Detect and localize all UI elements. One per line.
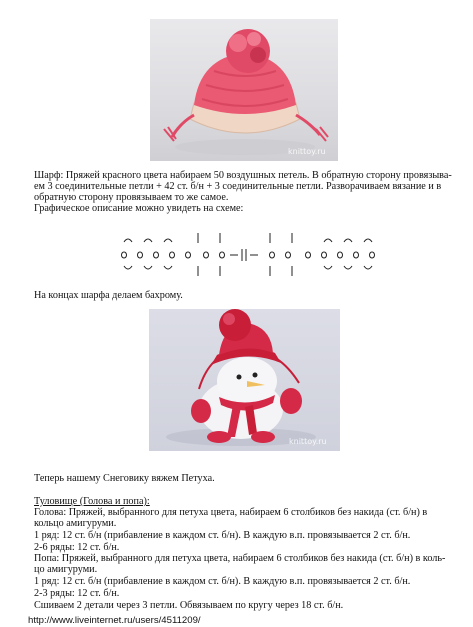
body-line-1: Голова: Пряжей, выбранного для петуха цвета, набираем 6 столбиков без накида (ст. б/н) в [34, 507, 428, 518]
crochet-scheme-diagram [118, 230, 378, 278]
scarf-text-line-3: обратную сторону провязываем то же самое. [34, 192, 229, 203]
scheme-caption: Графическое описание можно увидеть на схеме: [34, 203, 244, 214]
scarf-text-line-1: Шарф: Пряжей красного цвета набираем 50 воздушных петель. В обратную сторону провязыва- [34, 170, 452, 181]
body-line-3: 1 ряд: 12 ст. б/н (прибавление в каждом ст. б/н). В каждую в.п. провязывается 2 ст. б/н. [34, 530, 411, 541]
photo-watermark: knittoy.ru [288, 147, 326, 156]
body-section-heading: Туловище (Голова и попа): [34, 496, 150, 507]
body-line-5: Попа: Пряжей, выбранного для петуха цвета, набираем 6 столбиков без накида (ст. б/н) в коль- [34, 553, 446, 564]
body-line-7: 1 ряд: 12 ст. б/н (прибавление в каждом ст. б/н). В каждую в.п. провязывается 2 ст. б/н. [34, 576, 411, 587]
body-line-4: 2-6 ряды: 12 ст. б/н. [34, 542, 120, 553]
hat-illustration [150, 19, 338, 161]
snowman-photo [149, 309, 340, 451]
body-line-2: кольцо амигуруми. [34, 518, 117, 529]
rooster-intro: Теперь нашему Снеговику вяжем Петуха. [34, 473, 215, 484]
fringe-note: На концах шарфа делаем бахрому. [34, 290, 183, 301]
scarf-text-line-2: ем 3 соединительные петли + 42 ст. б/н + 3 соединительные петли. Разворачиваем вязание и в [34, 181, 442, 192]
body-line-8: 2-3 ряды: 12 ст. б/н. [34, 588, 120, 599]
body-line-6: цо амигуруми. [34, 564, 98, 575]
hat-photo [150, 19, 338, 161]
photo-watermark: knittoy.ru [289, 437, 327, 446]
body-line-9: Сшиваем 2 детали через 3 петли. Обвязываем по кругу через 18 ст. б/н. [34, 600, 344, 611]
footer-url[interactable]: http://www.liveinternet.ru/users/4511209/ [28, 615, 201, 626]
snowman-illustration [149, 309, 340, 451]
